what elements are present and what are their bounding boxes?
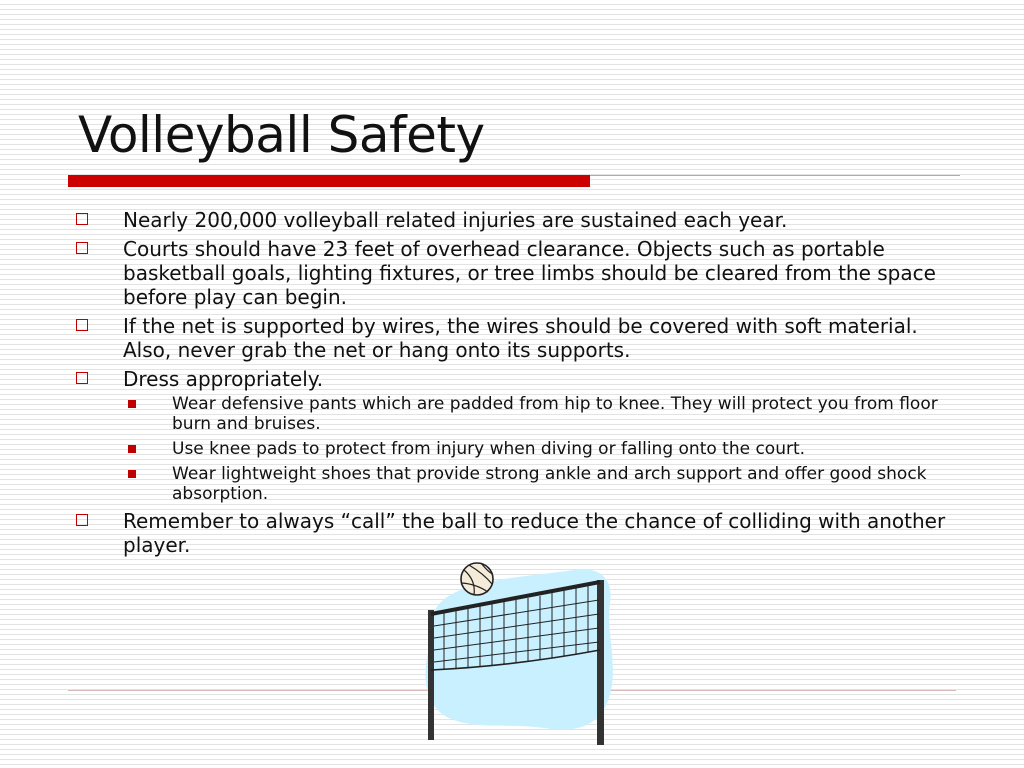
bullet-text: Remember to always “call” the ball to reduce the chance of colliding with another player. bbox=[123, 509, 946, 557]
title-underline-accent bbox=[68, 175, 590, 187]
sub-bullet-item bbox=[123, 394, 960, 434]
bullet-item bbox=[70, 208, 960, 232]
bullet-text: Courts should have 23 feet of overhead clearance. Objects such as portable basketball goals, lighting fixtures, or tree limbs should be cleared from the space before play can begin. bbox=[123, 237, 936, 309]
hollow-square-bullet-icon bbox=[76, 319, 88, 331]
hollow-square-bullet-icon bbox=[76, 372, 88, 384]
hollow-square-bullet-icon bbox=[76, 242, 88, 254]
bullet-item bbox=[70, 367, 960, 504]
filled-square-bullet-icon bbox=[128, 445, 136, 453]
title-underline-thin bbox=[590, 175, 960, 176]
sub-bullet-text: Wear lightweight shoes that provide strong ankle and arch support and offer good shock absorption. bbox=[172, 464, 927, 504]
sub-bullet-item bbox=[123, 464, 960, 504]
bullet-item bbox=[70, 314, 960, 362]
filled-square-bullet-icon bbox=[128, 400, 136, 408]
sub-bullet-text: Use knee pads to protect from injury when diving or falling onto the court. bbox=[172, 439, 806, 459]
volleyball-icon bbox=[461, 563, 493, 595]
bullet-item bbox=[70, 509, 960, 557]
sub-bullet-item bbox=[123, 439, 960, 459]
filled-square-bullet-icon bbox=[128, 470, 136, 478]
bullet-text: If the net is supported by wires, the wires should be covered with soft material. Also, never grab the net or hang onto its supports. bbox=[123, 314, 918, 362]
left-pole bbox=[428, 610, 434, 740]
bullet-item bbox=[70, 237, 960, 309]
sub-bullet-text: Wear defensive pants which are padded from hip to knee. They will protect you from floor burn and bruises. bbox=[172, 394, 938, 434]
right-pole bbox=[597, 580, 604, 745]
slide-title: Volleyball Safety bbox=[78, 106, 485, 164]
slide-body bbox=[70, 208, 960, 562]
bullet-list bbox=[70, 208, 960, 557]
hollow-square-bullet-icon bbox=[76, 514, 88, 526]
sub-bullet-list bbox=[123, 394, 960, 504]
clipart-backdrop bbox=[426, 569, 613, 729]
volleyball-net-clipart bbox=[414, 558, 624, 748]
bullet-text: Nearly 200,000 volleyball related injuries are sustained each year. bbox=[123, 208, 788, 232]
bullet-text: Dress appropriately. bbox=[123, 367, 324, 391]
hollow-square-bullet-icon bbox=[76, 213, 88, 225]
